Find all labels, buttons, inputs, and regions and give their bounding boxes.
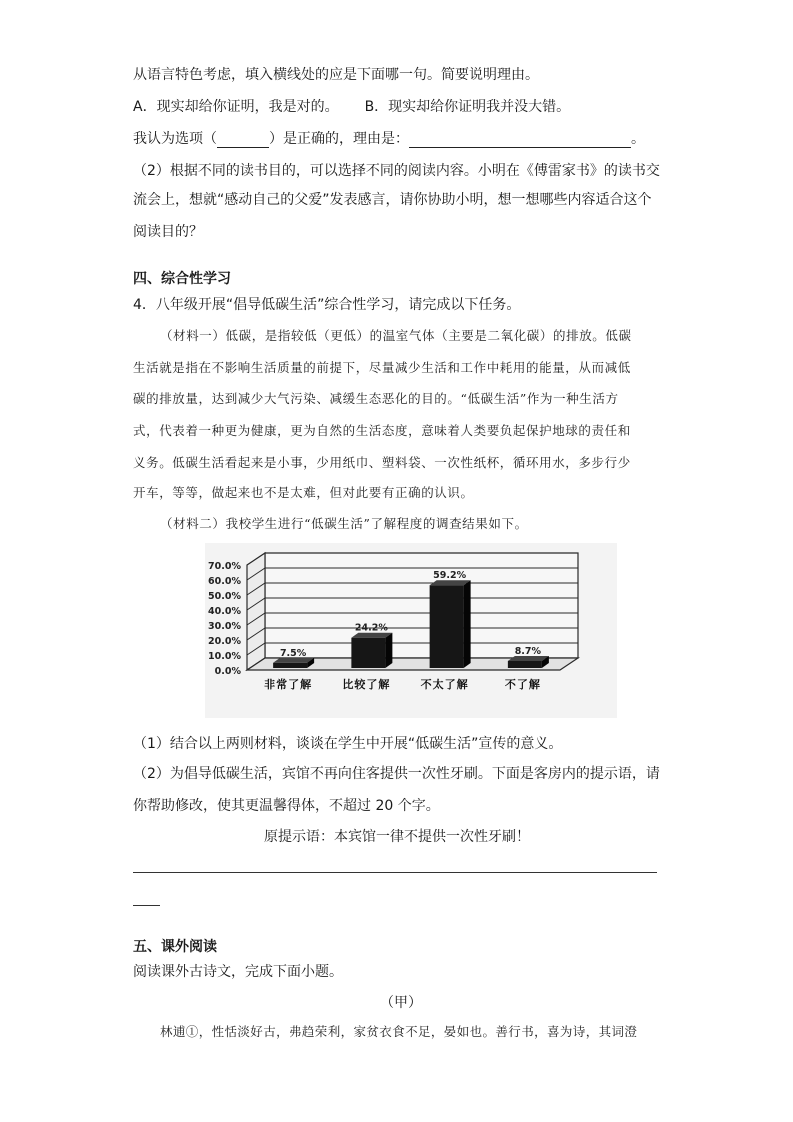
option-blank[interactable] [217,133,269,148]
material1-line: 义务。低碳生活看起来是小事，少用纸巾、塑料袋、一次性纸杯，循环用水，多步行少 [133,455,631,470]
material2-line: （材料二）我校学生进行“低碳生活”了解程度的调查结果如下。 [160,516,528,531]
chart-bar [351,638,385,668]
chart-x-tick-label: 比较了解 [342,678,391,691]
chart-bar [430,585,464,668]
q3-options [133,98,570,116]
q3-sub2-line1: （2）根据不同的读书目的，可以选择不同的阅读内容。小明在《傅雷家书》的读书交 [133,163,660,179]
section5-heading: 五、课外阅读 [133,939,217,955]
material1-line: （材料一）低碳，是指较低（更低）的温室气体（主要是二氧化碳）的排放。低碳 [160,328,632,343]
chart-y-tick-label: 30.0% [208,621,241,632]
material1-line: 式，代表着一种更为健康，更为自然的生活态度，意味着人类要负起保护地球的责任和 [133,423,631,438]
q4-intro: 4．八年级开展“倡导低碳生活”综合性学习，请完成以下任务。 [133,297,521,313]
chart-x-tick-label: 不太了解 [420,678,469,691]
chart-x-tick-label: 非常了解 [264,678,313,691]
answer-line-short[interactable] [133,905,160,906]
chart-y-tick-label: 50.0% [208,591,241,602]
section4-sub2-line1: （2）为倡导低碳生活，宾馆不再向住客提供一次性牙刷。下面是客房内的提示语，请 [133,766,660,782]
material1-line: 碳的排放量，达到减少大气污染、减缓生态恶化的目的。“低碳生活”作为一种生活方 [133,391,619,406]
chart-bar-side [385,633,392,668]
option-a: A．现实却给你证明，我是对的。 [133,99,339,115]
option-b: B．现实却给你证明我并没大错。 [364,99,571,115]
q3-sub2-line2: 流会上，想就“感动自己的父爱”发表感言，请你协助小明，想一想哪些内容适合这个 [133,192,652,208]
chart-side-wall [247,553,265,670]
classical-text-line: 林逋①，性恬淡好古，弗趋荣利，家贫衣食不足，晏如也。善行书，喜为诗，其词澄 [160,1024,638,1039]
chart-bar [273,663,307,668]
section4-sub1: （1）结合以上两则材料，谈谈在学生中开展“低碳生活”宣传的意义。 [133,736,563,752]
material1-line: 生活就是指在不影响生活质量的前提下，尽量减少生活和工作中耗用的能量，从而减低 [133,360,631,375]
section4-heading: 四、综合性学习 [133,271,231,287]
q3-sub2-line3: 阅读目的？ [133,224,203,240]
chart-bar-side [464,580,471,668]
section5-intro: 阅读课外古诗文，完成下面小题。 [133,964,343,980]
chart-data-label: 59.2% [433,570,467,582]
original-prompt: 原提示语：本宾馆一律不提供一次性牙刷！ [264,829,530,845]
chart-y-tick-label: 60.0% [208,576,241,587]
chart-bar [508,661,542,668]
chart-y-tick-label: 10.0% [208,651,241,662]
material1-line: 开车，等等，做起来也不是太难，但对此要有正确的认识。 [133,485,474,500]
answer-mid: ）是正确的，理由是： [269,131,409,147]
answer-end: 。 [631,131,645,147]
reason-blank[interactable] [409,133,631,148]
chart-y-tick-label: 0.0% [214,666,241,677]
survey-bar-chart [205,543,617,718]
chart-data-label: 7.5% [279,647,307,659]
chart-svg [205,543,617,718]
chart-y-tick-label: 20.0% [208,636,241,647]
part-label: （甲） [380,995,422,1011]
section4-sub2-line2: 你帮助修改，使其更温馨得体，不超过 20 个字。 [133,798,440,814]
chart-x-tick-label: 不了解 [504,678,541,691]
q3-answer-line [133,130,645,148]
chart-y-tick-label: 40.0% [208,606,241,617]
chart-data-label: 8.7% [514,645,542,657]
q3-intro: 从语言特色考虑，填入横线处的应是下面哪一句。简要说明理由。 [133,67,539,83]
answer-line[interactable] [133,872,657,873]
answer-prefix: 我认为选项（ [133,131,217,147]
chart-back-wall [265,553,578,658]
chart-data-label: 24.2% [354,622,388,634]
chart-y-tick-label: 70.0% [208,561,241,572]
